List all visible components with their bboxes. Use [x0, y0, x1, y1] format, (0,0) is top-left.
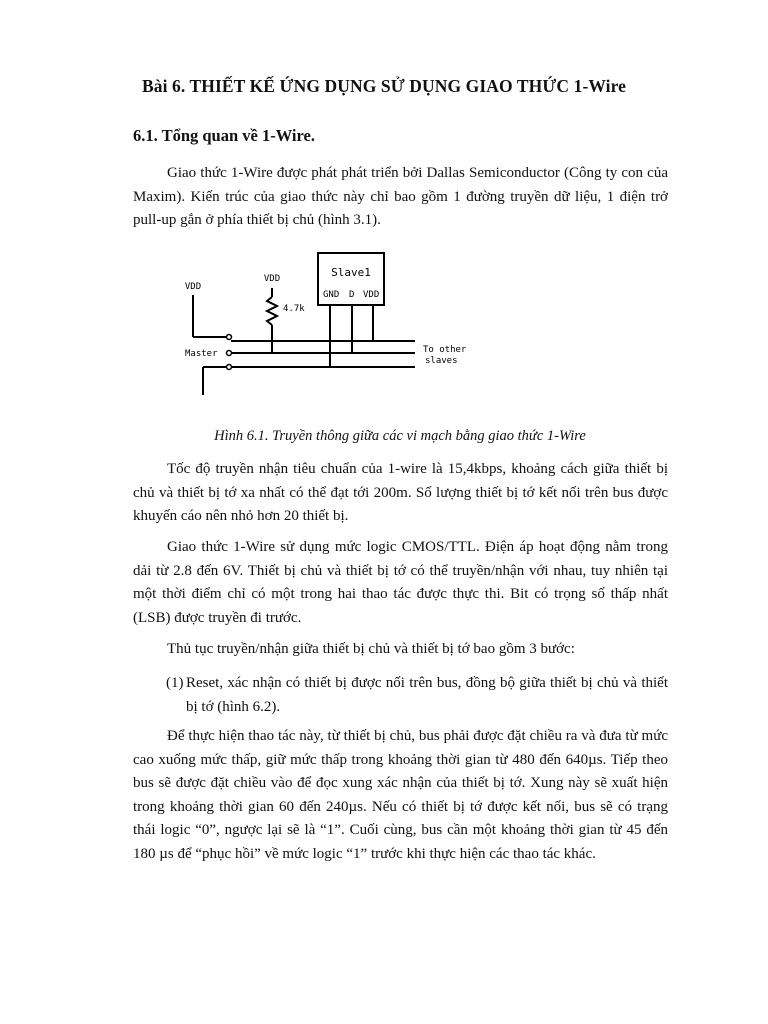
resistor-zigzag: [267, 297, 277, 325]
circuit-diagram: [175, 245, 475, 410]
to-other-label-2: slaves: [425, 356, 458, 366]
section-heading: 6.1. Tổng quan về 1-Wire.: [133, 126, 315, 145]
page-title: Bài 6. THIẾT KẾ ỨNG DỤNG SỬ DỤNG GIAO THỨC 1-Wire: [141, 76, 627, 96]
circuit-svg: [175, 245, 475, 410]
paragraph-reset-detail: Để thực hiện thao tác này, từ thiết bị chủ, bus phải được đặt chiều ra và đưa từ mức cao xuống mức thấp, giữ mức thấp trong khoảng thời gian từ 480 đến 640µs. Tiếp theo bus sẽ được đặt chiều vào để đọc xung xác nhận của thiết bị tớ. Xung này sẽ xuất hiện trong khoảng thời gian 60 đến 240µs. Nếu có thiết bị tớ được kết nối, bus sẽ có trạng thái logic “0”, ngược lại sẽ là “1”. Cuối cùng, bus cần một khoảng thời gian từ 45 đến 180 µs để “phục hồi” về mức logic “1” trước khi thực hiện các thao tác khác.: [133, 728, 668, 862]
vdd-left-label: VDD: [184, 282, 202, 292]
terminal-1: [227, 335, 232, 340]
terminal-3: [227, 365, 232, 370]
resistor-label: 4.7k: [283, 304, 305, 314]
figure-caption: Hình 6.1. Truyền thông giữa các vi mạch bằng giao thức 1-Wire: [214, 428, 586, 444]
list-item: [166, 672, 668, 719]
to-other-label-1: To other: [423, 345, 467, 355]
paragraph-logic: Giao thức 1-Wire sử dụng mức logic CMOS/TTL. Điện áp hoạt động nằm trong dải từ 2.8 đến 6V. Thiết bị chủ và thiết bị tớ có thể truyền/nhận với nhau, tuy nhiên tại một thời điểm chỉ có một trong hai thao tác được thực thi. Bit có trọng số thấp nhất (LSB) được truyền đi trước.: [133, 539, 668, 626]
master-label: Master: [185, 349, 218, 359]
list-item-number: (1): [166, 675, 184, 691]
paragraph-intro: Giao thức 1-Wire được phát phát triển bởi Dallas Semiconductor (Công ty con của Maxim). Kiến trúc của giao thức này chỉ bao gồm 1 đường truyền dữ liệu, 1 điện trở pull-up gắn ở phía thiết bị chủ (hình 3.1).: [133, 165, 668, 228]
vdd-slave-label: VDD: [363, 290, 380, 300]
list-item-text: Reset, xác nhận có thiết bị được nối trên bus, đồng bộ giữa thiết bị chủ và thiết bị tớ (hình 6.2).: [186, 675, 668, 715]
gnd-label: GND: [323, 290, 340, 300]
paragraph-procedure: Thủ tục truyền/nhận giữa thiết bị chủ và thiết bị tớ bao gồm 3 bước:: [167, 641, 575, 657]
slave-label: Slave1: [331, 266, 371, 279]
terminal-2: [227, 351, 232, 356]
d-label: D: [349, 290, 355, 300]
paragraph-speed: Tốc độ truyền nhận tiêu chuẩn của 1-wire là 15,4kbps, khoảng cách giữa thiết bị chủ và thiết bị tớ xa nhất có thể đạt tới 200m. Số lượng thiết bị tớ kết nối trên bus được khuyến cáo nên nhỏ hơn 20 thiết bị.: [133, 461, 668, 524]
vdd-mid-label: VDD: [263, 274, 281, 284]
